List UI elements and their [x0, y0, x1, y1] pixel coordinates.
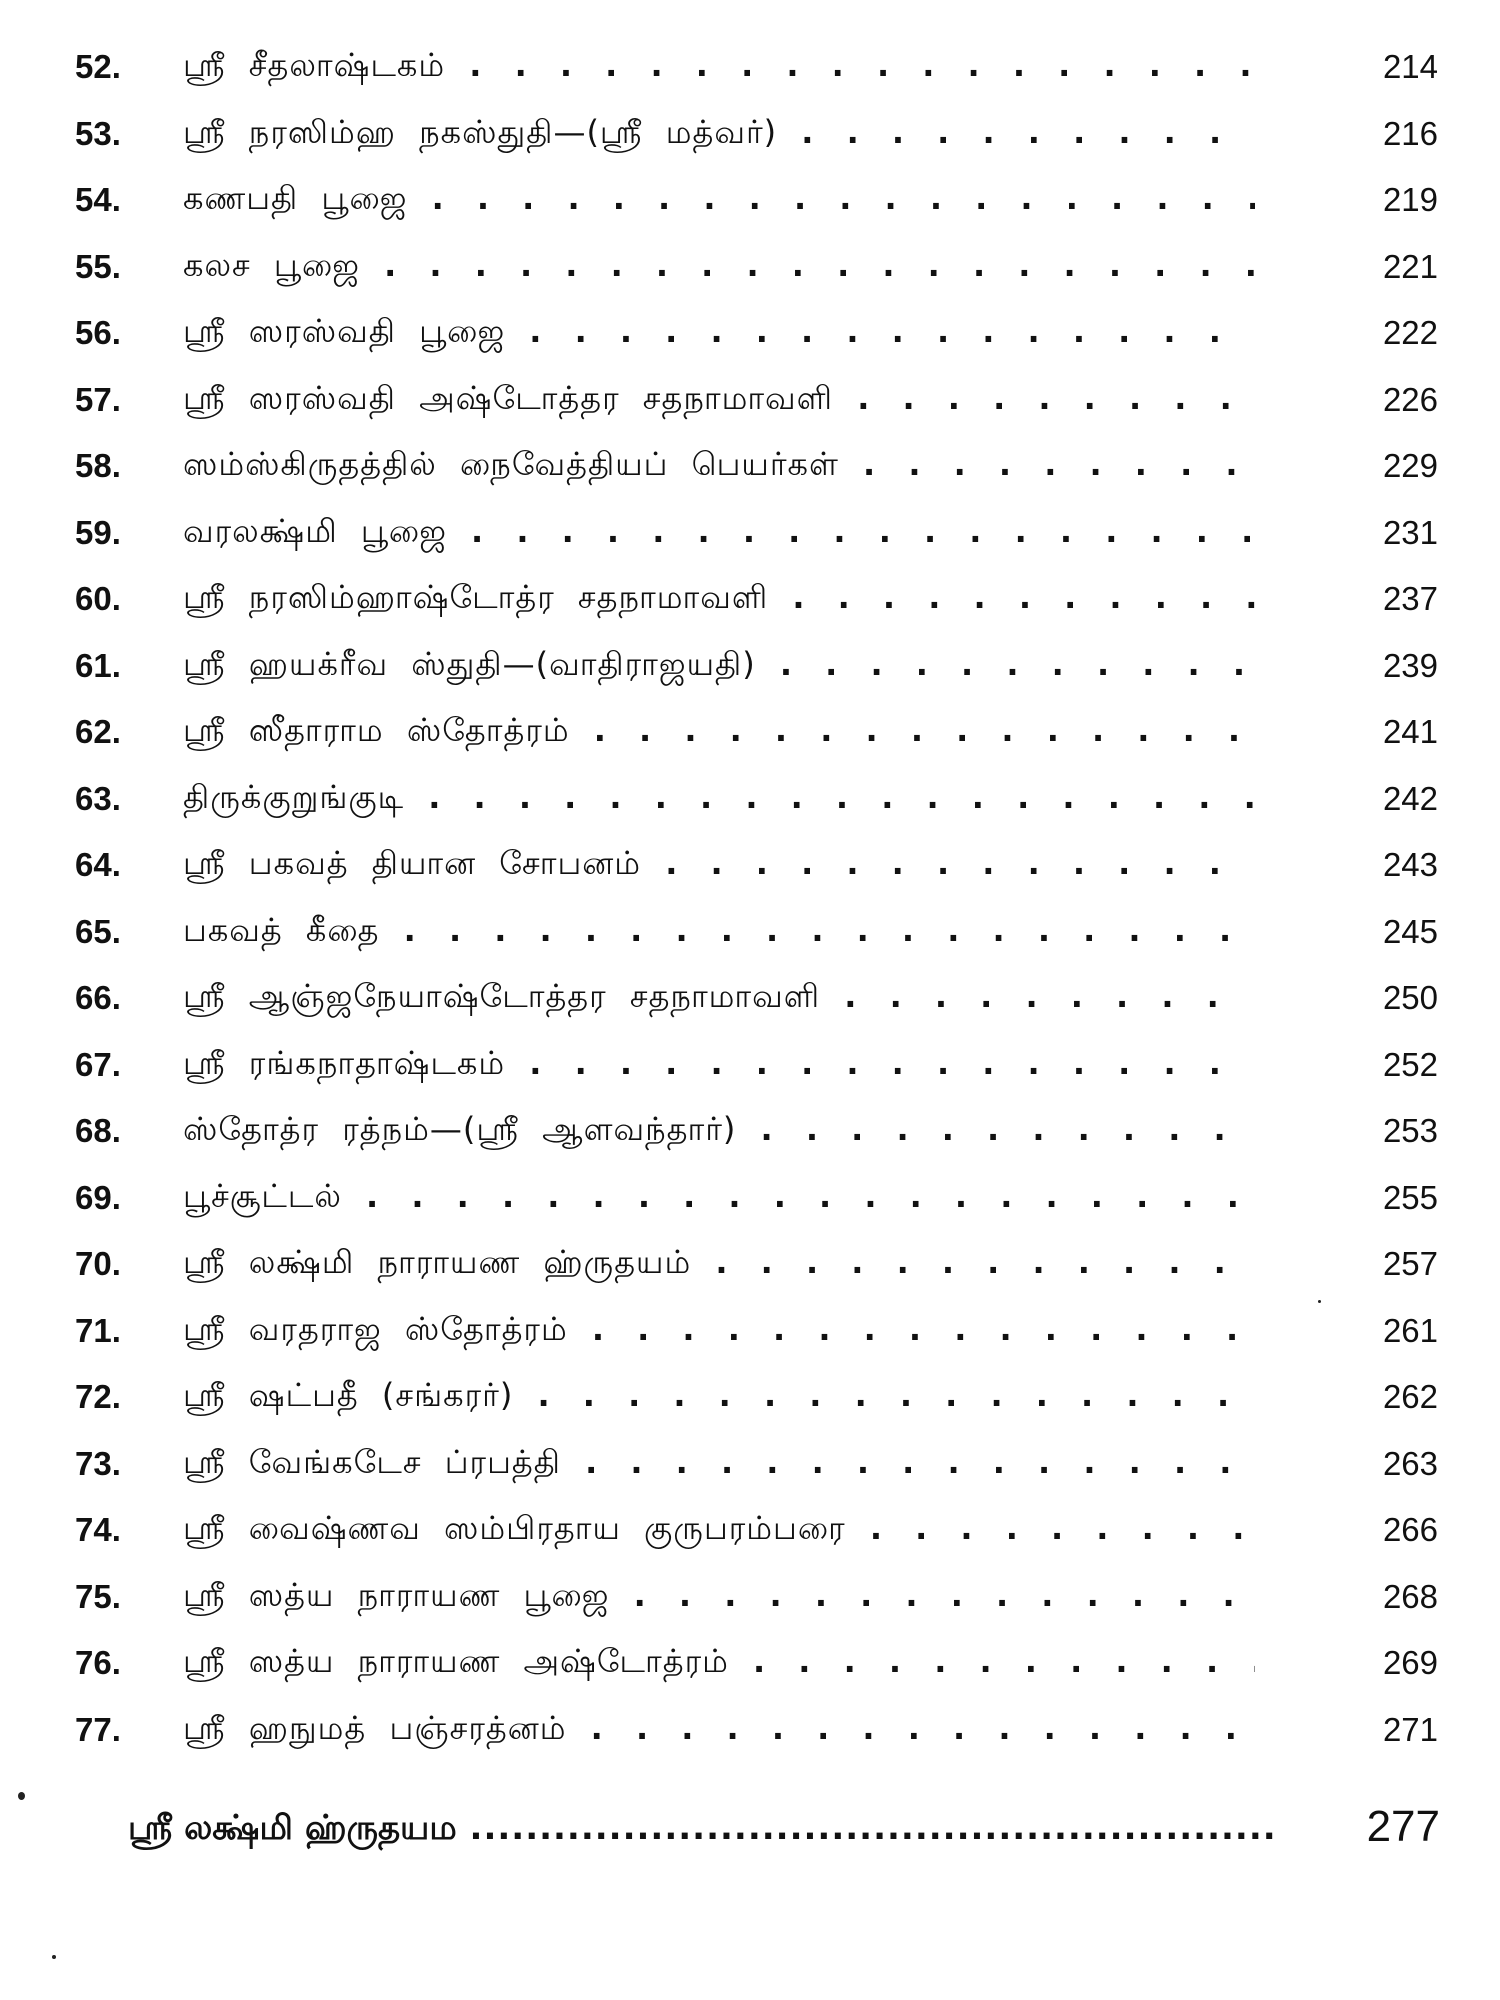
entry-number: 68.: [75, 1112, 121, 1150]
entry-title: ஸ்ரீ ஸத்ய நாராயண அஷ்டோத்ரம் . . .: [183, 1642, 1255, 1684]
entry-page-number: 231: [1382, 513, 1438, 551]
entry-title: ஸ்ரீ லக்ஷ்மி நாராயண ஹ்ருதயம் . . .: [183, 1243, 1255, 1285]
appendix-title: ஸ்ரீ லக்ஷ்மி ஹ்ருதயம .....: [128, 1808, 1278, 1852]
entry-page-number: 239: [1382, 646, 1438, 684]
entry-title: ஸ்ரீ ஸரஸ்வதி அஷ்டோத்தர சதநாமாவளி . . .: [183, 379, 1255, 421]
toc-row: [0, 1298, 1500, 1365]
entry-page-number: 261: [1382, 1311, 1438, 1349]
toc-row: [0, 234, 1500, 301]
entry-page-number: 226: [1382, 380, 1438, 418]
entry-title: ஸ்ரீ ஷட்பதீ (சங்கரர்) . . .: [183, 1376, 1255, 1418]
toc-row: [0, 300, 1500, 367]
entry-number: 56.: [75, 314, 121, 352]
entry-number: 71.: [75, 1311, 121, 1349]
entry-number: 75.: [75, 1577, 121, 1615]
entry-number: 70.: [75, 1245, 121, 1283]
toc-row: [0, 500, 1500, 567]
entry-page-number: 269: [1382, 1644, 1438, 1682]
entry-page-number: 242: [1382, 779, 1438, 817]
toc-row: [0, 965, 1500, 1032]
entry-number: 73.: [75, 1444, 121, 1482]
toc-row: [0, 101, 1500, 168]
entry-title: ஸ்ரீ நரஸிம்ஹ நகஸ்துதி—(ஸ்ரீ மத்வர்) . . .: [183, 113, 1255, 155]
toc-row: [0, 1697, 1500, 1764]
table-of-contents: [0, 34, 1500, 1763]
entry-title: ஸ்ரீ ஸரஸ்வதி பூஜை . . .: [183, 312, 1255, 354]
entry-number: 57.: [75, 380, 121, 418]
entry-title: ஸம்ஸ்கிருதத்தில் நைவேத்தியப் பெயர்கள் . . .: [183, 445, 1255, 487]
entry-number: 52.: [75, 48, 121, 86]
entry-number: 77.: [75, 1710, 121, 1748]
entry-number: 55.: [75, 247, 121, 285]
entry-number: 58.: [75, 447, 121, 485]
entry-page-number: 216: [1382, 114, 1438, 152]
entry-number: 63.: [75, 779, 121, 817]
entry-page-number: 245: [1382, 912, 1438, 950]
entry-title: ஸ்ரீ சீதலாஷ்டகம் . . .: [183, 46, 1255, 88]
entry-number: 66.: [75, 979, 121, 1017]
entry-number: 53.: [75, 114, 121, 152]
toc-row: [0, 1564, 1500, 1631]
entry-title: பூச்சூட்டல் . . .: [183, 1177, 1255, 1219]
entry-title: கலச பூஜை . . .: [183, 246, 1255, 288]
toc-row: [0, 699, 1500, 766]
entry-title: ஸ்ரீ வைஷ்ணவ ஸம்பிரதாய குருபரம்பரை . . .: [183, 1509, 1255, 1551]
entry-page-number: 252: [1382, 1045, 1438, 1083]
entry-title: ஸ்ரீ வரதராஜ ஸ்தோத்ரம் . . .: [183, 1310, 1255, 1352]
entry-title: திருக்குறுங்குடி . . .: [183, 778, 1255, 820]
entry-page-number: 221: [1382, 247, 1438, 285]
appendix-entry: [0, 1802, 1500, 1868]
entry-page-number: 250: [1382, 979, 1438, 1017]
entry-page-number: 253: [1382, 1112, 1438, 1150]
entry-number: 60.: [75, 580, 121, 618]
entry-title: ஸ்ரீ ரங்கநாதாஷ்டகம் . . .: [183, 1044, 1255, 1086]
toc-row: [0, 1032, 1500, 1099]
toc-row: [0, 1098, 1500, 1165]
entry-title: ஸ்ரீ ஸீதாராம ஸ்தோத்ரம் . . .: [183, 711, 1255, 753]
entry-title: கணபதி பூஜை . . .: [183, 179, 1255, 221]
toc-row: [0, 367, 1500, 434]
scan-speck: [18, 1792, 25, 1800]
toc-row: [0, 766, 1500, 833]
entry-page-number: 263: [1382, 1444, 1438, 1482]
entry-number: 54.: [75, 181, 121, 219]
entry-page-number: 241: [1382, 713, 1438, 751]
toc-row: [0, 633, 1500, 700]
entry-page-number: 255: [1382, 1178, 1438, 1216]
entry-title: ஸ்ரீ ஹநுமத் பஞ்சரத்னம் . . .: [183, 1709, 1255, 1751]
toc-row: [0, 1431, 1500, 1498]
entry-page-number: 237: [1382, 580, 1438, 618]
entry-number: 76.: [75, 1644, 121, 1682]
entry-title: ஸ்ரீ நரஸிம்ஹாஷ்டோத்ர சதநாமாவளி . . .: [183, 578, 1255, 620]
toc-row: [0, 566, 1500, 633]
entry-page-number: 266: [1382, 1511, 1438, 1549]
entry-number: 67.: [75, 1045, 121, 1083]
toc-row: [0, 167, 1500, 234]
entry-number: 62.: [75, 713, 121, 751]
entry-page-number: 219: [1382, 181, 1438, 219]
entry-title: ஸ்ரீ ஹயக்ரீவ ஸ்துதி—(வாதிராஜயதி) . . .: [183, 645, 1255, 687]
toc-row: [0, 433, 1500, 500]
toc-row: [0, 832, 1500, 899]
entry-page-number: 257: [1382, 1245, 1438, 1283]
appendix-page-number: 277: [1366, 1802, 1440, 1851]
entry-title: வரலக்ஷ்மி பூஜை . . .: [183, 512, 1255, 554]
entry-number: 64.: [75, 846, 121, 884]
entry-title: ஸ்தோத்ர ரத்நம்—(ஸ்ரீ ஆளவந்தார்) . . .: [183, 1110, 1255, 1152]
entry-title: ஸ்ரீ வேங்கடேச ப்ரபத்தி . . .: [183, 1443, 1255, 1485]
entry-number: 61.: [75, 646, 121, 684]
entry-title: பகவத் கீதை . . .: [183, 911, 1255, 953]
entry-number: 72.: [75, 1378, 121, 1416]
entry-number: 59.: [75, 513, 121, 551]
scan-speck: [52, 1955, 56, 1959]
entry-page-number: 262: [1382, 1378, 1438, 1416]
toc-row: [0, 1231, 1500, 1298]
entry-title: ஸ்ரீ பகவத் தியான சோபனம் . . .: [183, 844, 1255, 886]
entry-page-number: 268: [1382, 1577, 1438, 1615]
entry-page-number: 222: [1382, 314, 1438, 352]
entry-number: 69.: [75, 1178, 121, 1216]
toc-row: [0, 1497, 1500, 1564]
entry-page-number: 271: [1382, 1710, 1438, 1748]
entry-number: 74.: [75, 1511, 121, 1549]
entry-page-number: 243: [1382, 846, 1438, 884]
toc-row: [0, 34, 1500, 101]
entry-page-number: 214: [1382, 48, 1438, 86]
entry-title: ஸ்ரீ ஆஞ்ஜநேயாஷ்டோத்தர சதநாமாவளி . . .: [183, 977, 1255, 1019]
toc-row: [0, 899, 1500, 966]
scan-speck: [1318, 1300, 1321, 1303]
toc-row: [0, 1364, 1500, 1431]
toc-row: [0, 1630, 1500, 1697]
entry-number: 65.: [75, 912, 121, 950]
toc-row: [0, 1165, 1500, 1232]
entry-title: ஸ்ரீ ஸத்ய நாராயண பூஜை . . .: [183, 1576, 1255, 1618]
entry-page-number: 229: [1382, 447, 1438, 485]
